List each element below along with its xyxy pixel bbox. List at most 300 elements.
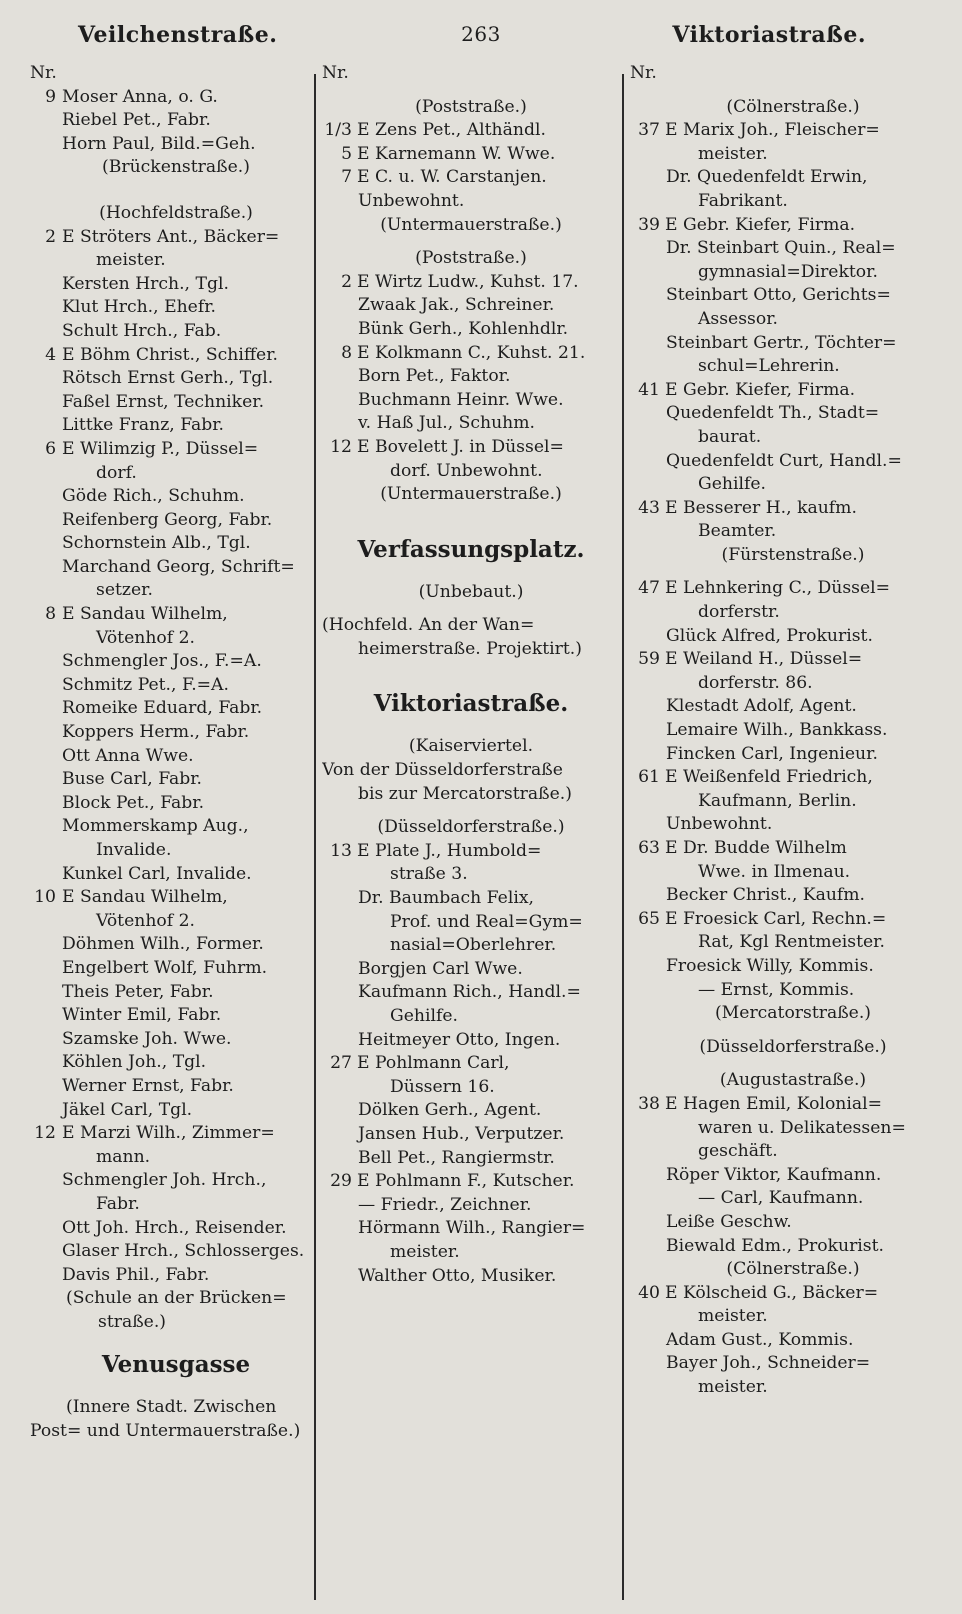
entry-text: E Böhm Christ., Schiffer.	[62, 344, 279, 365]
entry-text: v. Haß Jul., Schuhm.	[358, 413, 535, 434]
directory-entry	[322, 436, 620, 460]
directory-entry	[30, 957, 322, 981]
directory-entry	[630, 908, 956, 932]
entry-text: E Zens Pet., Althändl.	[357, 120, 546, 141]
directory-entry	[322, 318, 620, 342]
entry-text: (Poststraße.)	[415, 96, 527, 117]
spacer	[630, 86, 956, 96]
directory-entry	[322, 1005, 620, 1029]
house-number: 5	[341, 143, 352, 164]
street-subheading	[630, 544, 956, 568]
directory-entry	[30, 933, 322, 957]
entry-text: E Pohlmann F., Kutscher.	[357, 1171, 575, 1192]
entry-text: Düssern 16.	[390, 1076, 495, 1097]
directory-entry	[630, 1093, 956, 1117]
directory-entry	[30, 462, 322, 486]
entry-text: (Düsseldorferstraße.)	[377, 817, 565, 838]
entry-text: bis zur Mercatorstraße.)	[358, 783, 572, 804]
directory-entry	[630, 743, 956, 767]
directory-entry	[322, 294, 620, 318]
directory-entry	[630, 355, 956, 379]
directory-entry	[30, 1420, 322, 1444]
street-subheading	[322, 214, 620, 238]
directory-entry	[322, 981, 620, 1005]
directory-entry	[30, 414, 322, 438]
directory-entry	[322, 1099, 620, 1123]
directory-entry	[630, 450, 956, 474]
house-number: 8	[45, 604, 56, 625]
directory-entry	[322, 911, 620, 935]
spacer	[322, 806, 620, 816]
spacer	[630, 567, 956, 577]
entry-text: (Kaiserviertel.	[408, 736, 534, 757]
directory-entry	[322, 783, 620, 807]
entry-text: heimerstraße. Projektirt.)	[358, 638, 582, 659]
directory-entry	[322, 271, 620, 295]
directory-entry	[322, 412, 620, 436]
entry-text: E Bovelett J. in Düssel=	[357, 436, 564, 457]
entry-text: Borgjen Carl Wwe.	[358, 958, 523, 979]
spacer	[630, 1059, 956, 1069]
directory-entry	[322, 934, 620, 958]
directory-entry	[630, 1305, 956, 1329]
house-number: 2	[45, 226, 56, 247]
entry-text: E Weiland H., Düssel=	[665, 649, 863, 670]
entry-text: Rötsch Ernst Gerh., Tgl.	[62, 368, 274, 389]
directory-entry	[30, 509, 322, 533]
directory-entry	[630, 1211, 956, 1235]
section-heading: Viktoriastraße.	[373, 690, 569, 718]
directory-entry	[630, 402, 956, 426]
entry-text: (Brückenstraße.)	[102, 157, 250, 178]
directory-entry	[322, 365, 620, 389]
entry-text: Unbewohnt.	[358, 190, 465, 211]
entry-text: Littke Franz, Fabr.	[62, 415, 225, 436]
entry-text: Moser Anna, o. G.	[62, 86, 218, 107]
entry-text: Göde Rich., Schuhm.	[62, 486, 245, 507]
directory-entry	[30, 697, 322, 721]
directory-entry	[30, 1217, 322, 1241]
entry-text: Köhlen Joh., Tgl.	[62, 1052, 207, 1073]
entry-text: Röper Viktor, Kaufmann.	[666, 1164, 882, 1185]
entry-text: dorferstr.	[698, 602, 780, 623]
entry-text: Unbewohnt.	[666, 814, 773, 835]
entry-text: Assessor.	[698, 308, 779, 329]
entry-text: dorferstr. 86.	[698, 672, 813, 693]
entry-text: — Friedr., Zeichner.	[358, 1194, 532, 1215]
number-column-header	[30, 62, 322, 86]
directory-entry	[30, 485, 322, 509]
house-number: 7	[341, 167, 352, 188]
directory-entry	[630, 284, 956, 308]
directory-entry	[630, 813, 956, 837]
entry-text: E Sandau Wilhelm,	[62, 887, 228, 908]
directory-entry	[30, 863, 322, 887]
directory-entry	[30, 579, 322, 603]
directory-entry	[630, 931, 956, 955]
directory-entry	[630, 695, 956, 719]
directory-entry	[630, 520, 956, 544]
directory-entry	[322, 614, 620, 638]
directory-entry	[30, 839, 322, 863]
entry-text: Nr.	[30, 63, 57, 83]
entry-text: Buse Carl, Fabr.	[62, 769, 202, 790]
directory-entry	[322, 1241, 620, 1265]
entry-text: Steinbart Gertr., Töchter=	[666, 332, 897, 353]
entry-text: (Hochfeldstraße.)	[99, 202, 253, 223]
directory-entry	[630, 119, 956, 143]
entry-text: Glaser Hrch., Schlosserges.	[62, 1241, 305, 1262]
directory-entry	[30, 249, 322, 273]
directory-entry	[630, 426, 956, 450]
entry-text: Döhmen Wilh., Former.	[62, 934, 264, 955]
directory-entry	[322, 958, 620, 982]
directory-entry	[30, 273, 322, 297]
entry-text: Heitmeyer Otto, Ingen.	[358, 1029, 561, 1050]
entry-text: Ott Anna Wwe.	[62, 745, 194, 766]
directory-entry	[630, 1164, 956, 1188]
entry-text: Kunkel Carl, Invalide.	[62, 863, 252, 884]
directory-entry	[630, 1140, 956, 1164]
directory-entry	[322, 190, 620, 214]
column-2	[322, 62, 620, 1288]
entry-text: Dr. Quedenfeldt Erwin,	[666, 167, 868, 188]
entry-text: Leiße Geschw.	[666, 1211, 792, 1232]
entry-text: Schult Hrch., Fab.	[62, 320, 222, 341]
entry-text: dorf. Unbewohnt.	[390, 460, 543, 481]
directory-entry	[30, 1075, 322, 1099]
entry-text: Adam Gust., Kommis.	[666, 1329, 854, 1350]
directory-entry	[30, 674, 322, 698]
street-subheading	[30, 156, 322, 180]
entry-text: Fabr.	[96, 1193, 140, 1214]
directory-entry	[630, 190, 956, 214]
directory-entry	[630, 1187, 956, 1211]
entry-text: Jansen Hub., Verputzer.	[358, 1123, 565, 1144]
entry-text: Romeike Eduard, Fabr.	[62, 698, 263, 719]
house-number: 40	[638, 1282, 660, 1303]
directory-entry	[322, 1147, 620, 1171]
directory-entry	[630, 601, 956, 625]
house-number: 6	[45, 438, 56, 459]
directory-entry	[322, 1265, 620, 1289]
entry-text: (Unbebaut.)	[418, 581, 524, 602]
entry-text: meister.	[698, 1306, 768, 1327]
directory-entry	[630, 577, 956, 601]
entry-text: Gehilfe.	[390, 1006, 458, 1026]
directory-entry	[322, 1217, 620, 1241]
directory-entry	[630, 1376, 956, 1400]
entry-text: (Cölnerstraße.)	[726, 1259, 860, 1280]
directory-entry	[30, 1193, 322, 1217]
entry-text: E Dr. Budde Wilhelm	[665, 838, 847, 858]
entry-text: Rat, Kgl Rentmeister.	[698, 932, 885, 953]
directory-entry	[630, 837, 956, 861]
entry-text: — Carl, Kaufmann.	[698, 1188, 864, 1209]
directory-entry	[322, 638, 620, 662]
entry-text: Jäkel Carl, Tgl.	[62, 1099, 193, 1120]
entry-text: Schmitz Pet., F.=A.	[62, 674, 229, 695]
directory-entry	[30, 792, 322, 816]
entry-text: Marchand Georg, Schrift=	[62, 556, 295, 577]
directory-entry	[630, 884, 956, 908]
entry-text: Becker Christ., Kaufm.	[666, 885, 866, 906]
directory-entry	[630, 143, 956, 167]
house-number: 38	[638, 1093, 660, 1114]
entry-text: Horn Paul, Bild.=Geh.	[62, 133, 256, 154]
directory-entry	[630, 1352, 956, 1376]
spacer	[30, 1386, 322, 1396]
directory-entry	[30, 627, 322, 651]
directory-entry	[30, 910, 322, 934]
entry-text: Kersten Hrch., Tgl.	[62, 273, 229, 294]
directory-entry	[322, 460, 620, 484]
entry-text: E Kölscheid G., Bäcker=	[665, 1282, 879, 1303]
entry-text: Kaufmann, Berlin.	[698, 790, 857, 811]
house-number: 43	[638, 497, 660, 518]
directory-entry	[630, 861, 956, 885]
entry-text: Werner Ernst, Fabr.	[62, 1075, 234, 1096]
directory-entry	[30, 1311, 322, 1335]
section-heading: Verfassungsplatz.	[357, 535, 585, 563]
entry-text: Engelbert Wolf, Fuhrm.	[62, 957, 268, 978]
entry-text: E C. u. W. Carstanjen.	[357, 167, 547, 188]
directory-entry	[630, 261, 956, 285]
entry-text: (Hochfeld. An der Wan=	[322, 615, 535, 636]
entry-text: Schornstein Alb., Tgl.	[62, 533, 251, 554]
house-number: 4	[45, 344, 56, 365]
spacer	[30, 1334, 322, 1344]
directory-entry	[322, 143, 620, 167]
entry-text: geschäft.	[698, 1141, 778, 1162]
entry-text: Biewald Edm., Prokurist.	[666, 1235, 884, 1256]
entry-text: meister.	[390, 1241, 460, 1262]
directory-entry	[30, 768, 322, 792]
directory-entry	[30, 391, 322, 415]
entry-text: meister.	[698, 1377, 768, 1398]
house-number: 10	[34, 887, 56, 908]
entry-text: Ott Joh. Hrch., Reisender.	[62, 1217, 287, 1238]
directory-entry	[30, 745, 322, 769]
directory-entry	[30, 1396, 322, 1420]
house-number: 39	[638, 214, 660, 235]
house-number: 37	[638, 120, 660, 141]
spacer	[322, 571, 620, 581]
column-3	[630, 62, 956, 1400]
entry-text: Dölken Gerh., Agent.	[358, 1100, 542, 1121]
directory-entry	[630, 166, 956, 190]
directory-entry	[322, 1052, 620, 1076]
entry-text: baurat.	[698, 426, 762, 447]
entry-text: Prof. und Real=Gym=	[390, 911, 583, 932]
spacer	[322, 725, 620, 735]
directory-entry	[630, 379, 956, 403]
house-number: 12	[34, 1123, 56, 1144]
directory-entry	[30, 1004, 322, 1028]
entry-text: E Gebr. Kiefer, Firma.	[665, 379, 856, 400]
street-subheading	[322, 483, 620, 507]
spacer	[322, 507, 620, 529]
directory-entry	[630, 1282, 956, 1306]
house-number: 2	[341, 271, 352, 292]
directory-entry	[30, 1287, 322, 1311]
entry-text: E Kolkmann C., Kuhst. 21.	[357, 342, 586, 363]
entry-text: E Besserer H., kaufm.	[665, 497, 857, 518]
house-number: 1/3	[324, 120, 352, 141]
entry-text: Beamter.	[698, 521, 777, 542]
directory-entry	[30, 1051, 322, 1075]
directory-entry	[630, 1117, 956, 1141]
street-subheading	[630, 96, 956, 120]
directory-entry	[30, 532, 322, 556]
directory-entry	[30, 650, 322, 674]
house-number: 27	[330, 1053, 352, 1074]
entry-text: Klut Hrch., Ehefr.	[62, 297, 217, 318]
directory-entry	[322, 759, 620, 783]
right-running-head: Viktoriastraße.	[672, 22, 866, 48]
entry-text: Nr.	[630, 63, 657, 83]
left-running-head: Veilchenstraße.	[78, 22, 278, 48]
entry-text: Dr. Steinbart Quin., Real=	[666, 238, 896, 259]
entry-text: Bünk Gerh., Kohlenhdlr.	[358, 318, 569, 339]
entry-text: E Hagen Emil, Kolonial=	[665, 1093, 883, 1114]
entry-text: Vötenhof 2.	[96, 910, 195, 931]
directory-entry	[322, 1029, 620, 1053]
entry-text: (Innere Stadt. Zwischen	[66, 1397, 277, 1418]
house-number: 29	[330, 1171, 352, 1192]
directory-entry	[630, 332, 956, 356]
directory-entry	[30, 367, 322, 391]
directory-entry	[322, 863, 620, 887]
entry-text: Nr.	[322, 63, 349, 83]
entry-text: Riebel Pet., Fabr.	[62, 110, 211, 131]
directory-entry	[30, 438, 322, 462]
entry-text: Fabrikant.	[698, 190, 788, 211]
entry-text: meister.	[698, 143, 768, 164]
directory-entry	[30, 1264, 322, 1288]
number-column-header	[322, 62, 620, 86]
directory-entry	[322, 1194, 620, 1218]
street-subheading	[630, 1258, 956, 1282]
entry-text: E Pohlmann Carl,	[357, 1053, 510, 1074]
directory-entry	[322, 1076, 620, 1100]
page-number: 263	[461, 22, 501, 46]
entry-text: Dr. Baumbach Felix,	[358, 888, 534, 909]
directory-entry	[30, 981, 322, 1005]
house-number: 61	[638, 767, 660, 788]
entry-text: E Marzi Wilh., Zimmer=	[62, 1123, 275, 1144]
directory-entry	[30, 1240, 322, 1264]
entry-text: Zwaak Jak., Schreiner.	[358, 295, 555, 316]
entry-text: Walther Otto, Musiker.	[358, 1265, 557, 1286]
street-subheading	[322, 581, 620, 605]
directory-entry	[322, 1170, 620, 1194]
entry-text: nasial=Oberlehrer.	[390, 935, 557, 956]
entry-text: E Ströters Ant., Bäcker=	[62, 226, 280, 247]
entry-text: Bell Pet., Rangiermstr.	[358, 1147, 555, 1168]
street-subheading	[630, 1069, 956, 1093]
entry-text: Klestadt Adolf, Agent.	[666, 696, 857, 717]
directory-entry	[30, 133, 322, 157]
directory-entry	[322, 1123, 620, 1147]
house-number: 47	[638, 578, 660, 599]
number-column-header	[630, 62, 956, 86]
spacer	[322, 86, 620, 96]
entry-text: Von der Düsseldorferstraße	[322, 760, 563, 781]
entry-text: Post= und Untermauerstraße.)	[30, 1421, 301, 1442]
entry-text: E Gebr. Kiefer, Firma.	[665, 214, 856, 235]
entry-text: gymnasial=Direktor.	[698, 261, 878, 282]
entry-text: Lemaire Wilh., Bankkass.	[666, 720, 888, 741]
street-subheading	[322, 816, 620, 840]
spacer	[630, 1026, 956, 1036]
entry-text: Schmengler Joh. Hrch.,	[62, 1170, 267, 1191]
entry-text: setzer.	[96, 580, 153, 601]
entry-text: E Plate J., Humbold=	[357, 840, 542, 861]
entry-text: schul=Lehrerin.	[698, 356, 840, 377]
directory-entry	[630, 473, 956, 497]
entry-text: Born Pet., Faktor.	[358, 366, 511, 387]
directory-entry	[630, 648, 956, 672]
entry-text: (Augustastraße.)	[719, 1070, 867, 1091]
house-number: 8	[341, 342, 352, 363]
directory-entry	[30, 344, 322, 368]
entry-text: Froesick Willy, Kommis.	[666, 955, 874, 976]
directory-entry	[630, 625, 956, 649]
entry-text: (Untermauerstraße.)	[380, 484, 562, 505]
section-heading: Venusgasse	[101, 1351, 251, 1379]
street-subheading	[322, 96, 620, 120]
entry-text: E Wilimzig P., Düssel=	[62, 438, 259, 459]
entry-text: (Poststraße.)	[415, 248, 527, 269]
entry-text: Theis Peter, Fabr.	[62, 981, 214, 1002]
column-1	[30, 62, 322, 1444]
directory-entry	[322, 887, 620, 911]
house-number: 13	[330, 840, 352, 861]
entry-text: straße.)	[98, 1311, 167, 1332]
directory-entry	[322, 166, 620, 190]
directory-entry	[322, 119, 620, 143]
directory-entry	[322, 342, 620, 366]
directory-entry	[30, 296, 322, 320]
entry-text: straße 3.	[390, 864, 468, 885]
spacer	[322, 237, 620, 247]
entry-text: E Lehnkering C., Düssel=	[665, 578, 891, 599]
spacer	[322, 604, 620, 614]
entry-text: Szamske Joh. Wwe.	[62, 1028, 232, 1049]
street-subheading	[30, 202, 322, 226]
entry-text: Bayer Joh., Schneider=	[666, 1353, 871, 1374]
directory-entry	[630, 1329, 956, 1353]
entry-text: Quedenfeldt Th., Stadt=	[666, 403, 880, 424]
house-number: 9	[45, 86, 56, 107]
spacer	[322, 661, 620, 683]
directory-entry	[30, 721, 322, 745]
entry-text: Winter Emil, Fabr.	[62, 1005, 222, 1026]
directory-entry	[30, 86, 322, 110]
entry-text: (Mercatorstraße.)	[714, 1003, 872, 1024]
directory-entry	[322, 840, 620, 864]
entry-text: waren u. Delikatessen=	[698, 1117, 906, 1138]
house-number: 59	[638, 649, 660, 670]
entry-text: Glück Alfred, Prokurist.	[666, 625, 873, 646]
entry-text: Vötenhof 2.	[96, 627, 195, 648]
entry-text: E Karnemann W. Wwe.	[357, 143, 556, 164]
entry-text: E Weißenfeld Friedrich,	[665, 767, 873, 788]
street-subheading	[630, 1002, 956, 1026]
house-number: 63	[638, 838, 660, 858]
entry-text: Davis Phil., Fabr.	[62, 1264, 210, 1285]
